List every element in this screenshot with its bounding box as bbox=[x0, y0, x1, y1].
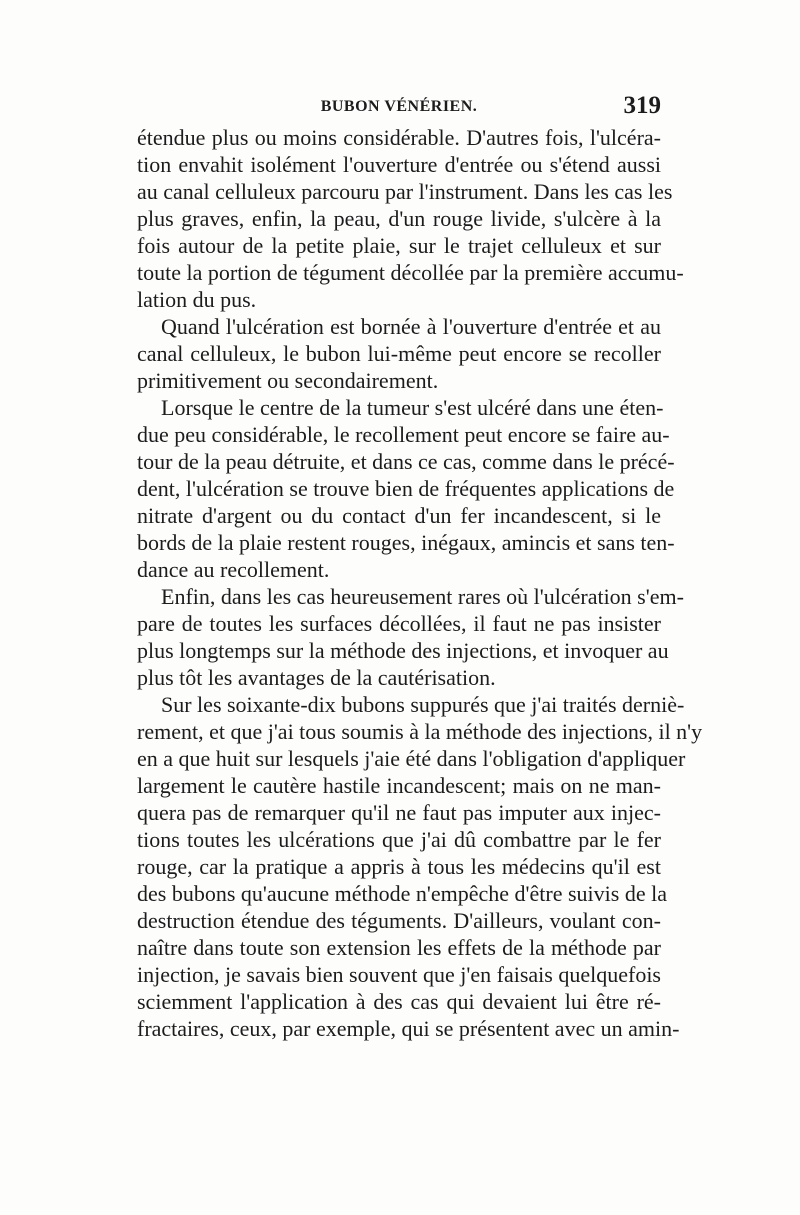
text-line: tion envahit isolément l'ouverture d'entrée ou s'étend aussi bbox=[137, 152, 661, 177]
text-line: rement, et que j'ai tous soumis à la méthode des injections, il n'y bbox=[137, 719, 703, 744]
text-line: Lorsque le centre de la tumeur s'est ulcéré dans une éten- bbox=[161, 395, 664, 420]
text-line: sciemment l'application à des cas qui devaient lui être ré- bbox=[137, 989, 661, 1014]
text-line: pare de toutes les surfaces décollées, il faut ne pas insister bbox=[137, 611, 661, 636]
text-line: primitivement ou secondairement. bbox=[137, 368, 439, 393]
text-line: due peu considérable, le recollement peut encore se faire au- bbox=[137, 422, 670, 447]
text-line: étendue plus ou moins considérable. D'autres fois, l'ulcéra- bbox=[137, 125, 661, 150]
text-line: Sur les soixante-dix bubons suppurés que j'ai traités derniè- bbox=[161, 692, 685, 717]
text-line: naître dans toute son extension les effets de la méthode par bbox=[137, 935, 661, 960]
text-line: plus graves, enfin, la peau, d'un rouge livide, s'ulcère à la bbox=[137, 206, 661, 231]
running-title: BUBON VÉNÉRIEN. bbox=[320, 98, 478, 115]
text-line: fois autour de la petite plaie, sur le trajet celluleux et sur bbox=[137, 233, 661, 258]
text-line: Enfin, dans les cas heureusement rares où l'ulcération s'em- bbox=[161, 584, 684, 609]
text-line: en a que huit sur lesquels j'aie été dans l'obligation d'appliquer bbox=[137, 746, 686, 771]
text-line: injection, je savais bien souvent que j'en faisais quelquefois bbox=[137, 962, 661, 987]
text-line: des bubons qu'aucune méthode n'empêche d'être suivis de la bbox=[137, 881, 667, 906]
page-number: 319 bbox=[623, 92, 661, 119]
text-line: rouge, car la pratique a appris à tous les médecins qu'il est bbox=[137, 854, 661, 879]
text-line: tour de la peau détruite, et dans ce cas, comme dans le précé- bbox=[137, 449, 675, 474]
text-line: au canal celluleux parcouru par l'instrument. Dans les cas les bbox=[137, 179, 673, 204]
text-line: plus tôt les avantages de la cautérisation. bbox=[137, 665, 496, 690]
text-line: dent, l'ulcération se trouve bien de fréquentes applications de bbox=[137, 476, 675, 501]
running-head bbox=[137, 92, 661, 122]
text-line: fractaires, ceux, par exemple, qui se présentent avec un amin- bbox=[137, 1016, 680, 1041]
text-line: dance au recollement. bbox=[137, 557, 330, 582]
text-line: canal celluleux, le bubon lui-même peut encore se recoller bbox=[137, 341, 661, 366]
body-text bbox=[137, 124, 703, 1042]
text-line: lation du pus. bbox=[137, 287, 257, 312]
text-line: bords de la plaie restent rouges, inégaux, amincis et sans ten- bbox=[137, 530, 675, 555]
text-line: largement le cautère hastile incandescent; mais on ne man- bbox=[137, 773, 661, 798]
text-line: destruction étendue des téguments. D'ailleurs, voulant con- bbox=[137, 908, 661, 933]
text-line: Quand l'ulcération est bornée à l'ouverture d'entrée et au bbox=[161, 314, 661, 339]
text-line: nitrate d'argent ou du contact d'un fer incandescent, si le bbox=[137, 503, 661, 528]
text-line: tions toutes les ulcérations que j'ai dû combattre par le fer bbox=[137, 827, 661, 852]
text-line: toute la portion de tégument décollée par la première accumu- bbox=[137, 260, 684, 285]
text-line: quera pas de remarquer qu'il ne faut pas imputer aux injec- bbox=[137, 800, 661, 825]
text-line: plus longtemps sur la méthode des injections, et invoquer au bbox=[137, 638, 669, 663]
